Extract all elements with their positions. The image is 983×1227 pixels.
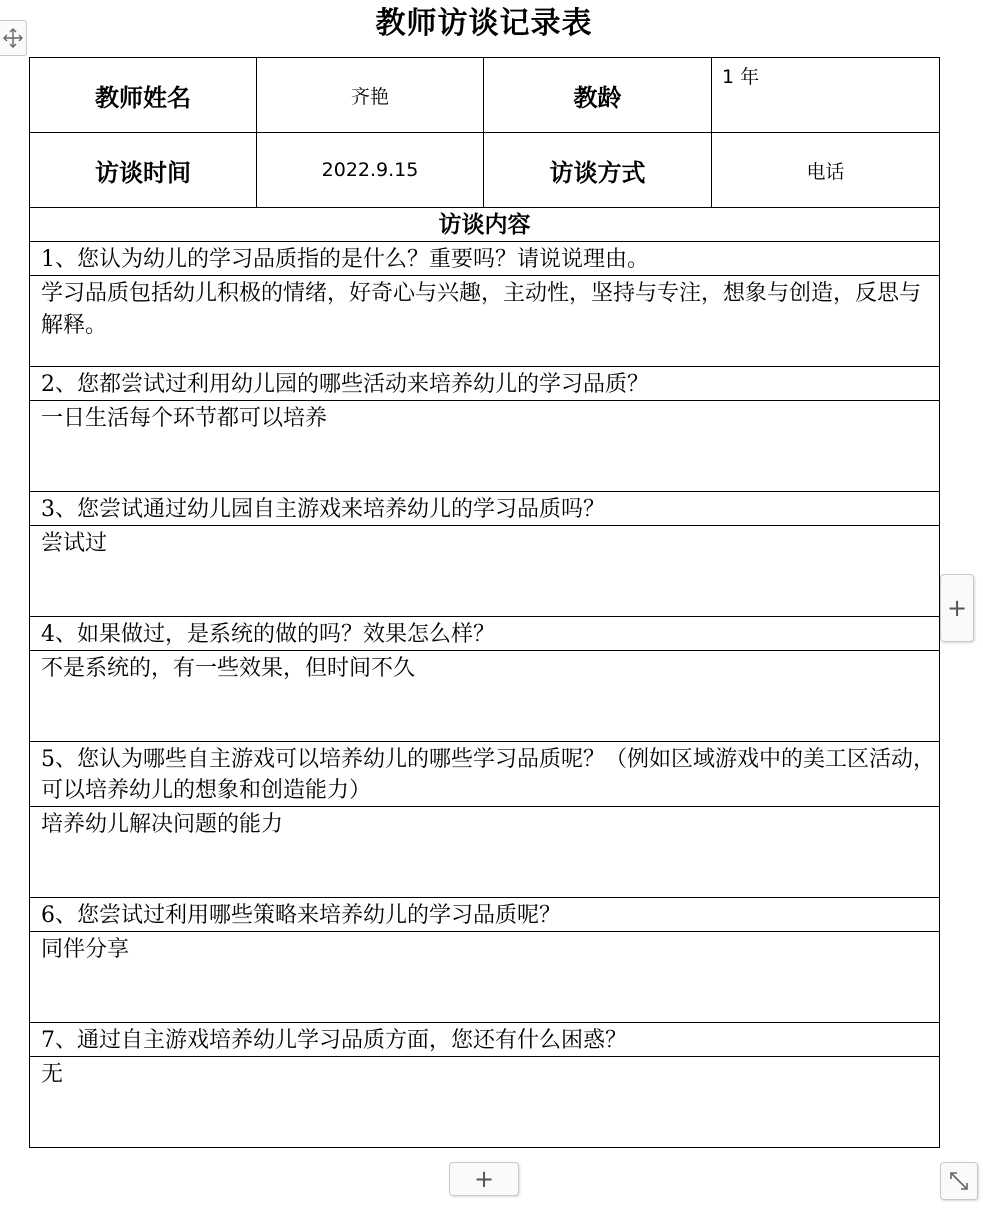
answer-3[interactable]: 尝试过 — [30, 526, 940, 617]
question-row — [30, 617, 940, 651]
add-column-button[interactable] — [940, 574, 974, 642]
add-row-button[interactable] — [449, 1162, 519, 1196]
question-4[interactable]: 4、如果做过，是系统的做的吗？效果怎么样？ — [30, 617, 940, 651]
answer-row — [30, 807, 940, 898]
document-title: 教师访谈记录表 — [375, 6, 593, 41]
question-3[interactable]: 3、您尝试通过幼儿园自主游戏来培养幼儿的学习品质吗？ — [30, 492, 940, 526]
table-resize-handle[interactable] — [940, 1162, 978, 1200]
question-1[interactable]: 1、您认为幼儿的学习品质指的是什么？重要吗？请说说理由。 — [30, 242, 940, 276]
header-row-2 — [30, 133, 940, 208]
answer-7[interactable]: 无 — [30, 1057, 940, 1148]
answer-5[interactable]: 培养幼儿解决问题的能力 — [30, 807, 940, 898]
question-row — [30, 898, 940, 932]
question-6[interactable]: 6、您尝试过利用哪些策略来培养幼儿的学习品质呢？ — [30, 898, 940, 932]
content-title-row — [30, 208, 940, 242]
answer-row — [30, 526, 940, 617]
question-row — [30, 242, 940, 276]
resize-icon — [946, 1168, 972, 1194]
question-5[interactable]: 5、您认为哪些自主游戏可以培养幼儿的哪些学习品质呢？（例如区域游戏中的美工区活动，可以培养幼儿的想象和创造能力） — [30, 742, 940, 807]
interview-time-value[interactable]: 2022.9.15 — [257, 133, 484, 208]
teaching-years-value[interactable]: 1 年 — [712, 58, 940, 133]
question-row — [30, 492, 940, 526]
question-row — [30, 1023, 940, 1057]
teacher-name-label: 教师姓名 — [30, 58, 257, 133]
teacher-name-value[interactable]: 齐艳 — [257, 58, 484, 133]
teaching-years-label: 教龄 — [484, 58, 712, 133]
answer-row — [30, 276, 940, 367]
answer-4[interactable]: 不是系统的，有一些效果，但时间不久 — [30, 651, 940, 742]
question-2[interactable]: 2、您都尝试过利用幼儿园的哪些活动来培养幼儿的学习品质？ — [30, 367, 940, 401]
answer-row — [30, 651, 940, 742]
answer-6[interactable]: 同伴分享 — [30, 932, 940, 1023]
answer-row — [30, 1057, 940, 1148]
answer-2[interactable]: 一日生活每个环节都可以培养 — [30, 401, 940, 492]
plus-icon: + — [473, 1165, 495, 1193]
question-row — [30, 742, 940, 807]
answer-row — [30, 401, 940, 492]
question-row — [30, 367, 940, 401]
header-row-1 — [30, 58, 940, 133]
content-title: 访谈内容 — [30, 208, 940, 242]
plus-icon: + — [946, 594, 968, 622]
answer-row — [30, 932, 940, 1023]
answer-1[interactable]: 学习品质包括幼儿积极的情绪，好奇心与兴趣，主动性，坚持与专注，想象与创造，反思与解释。 — [30, 276, 940, 367]
question-7[interactable]: 7、通过自主游戏培养幼儿学习品质方面，您还有什么困惑？ — [30, 1023, 940, 1057]
interview-time-label: 访谈时间 — [30, 133, 257, 208]
interview-method-label: 访谈方式 — [484, 133, 712, 208]
interview-method-value[interactable]: 电话 — [712, 133, 940, 208]
interview-record-table — [29, 57, 940, 1148]
